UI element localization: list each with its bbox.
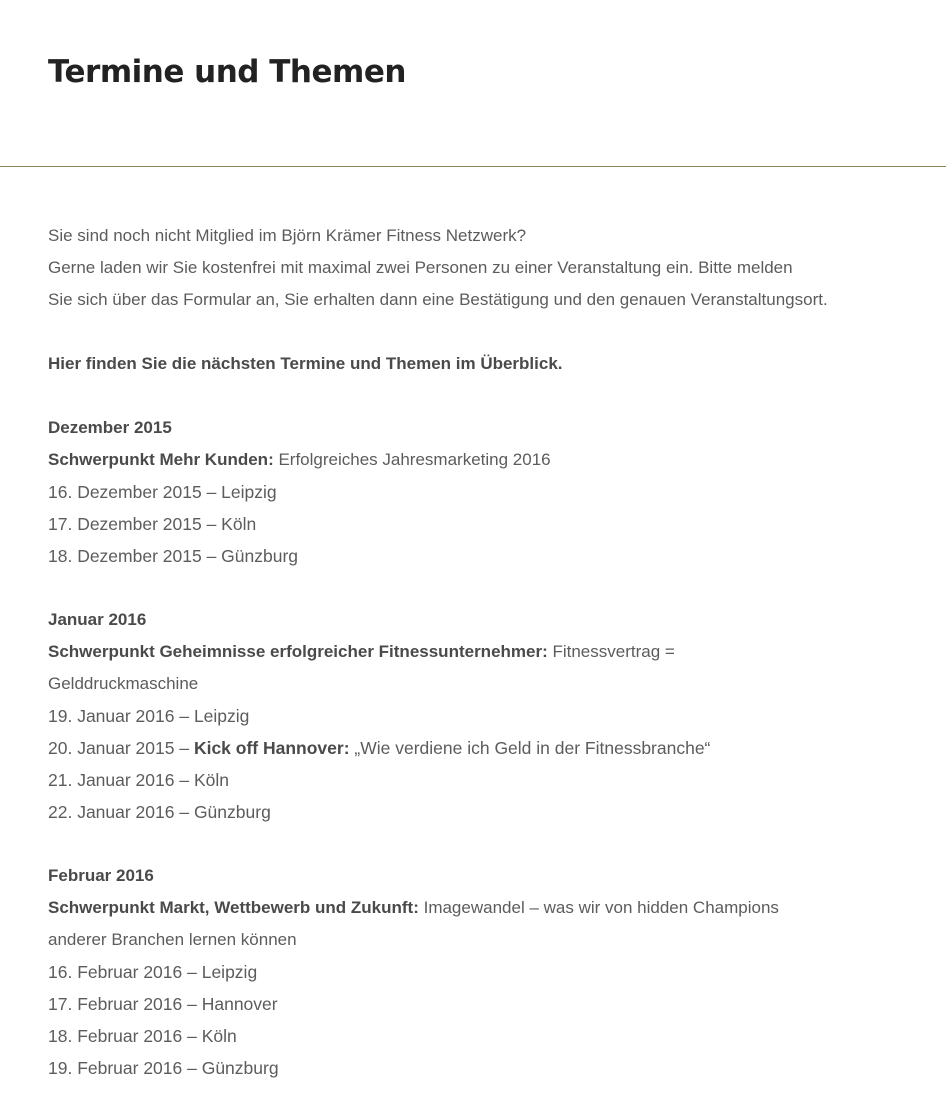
page-title: Termine und Themen [48,54,406,90]
overview-heading: Hier finden Sie die nächsten Termine und Themen im Überblick. [48,354,563,373]
focus-text-continued: Gelddruckmaschine [48,674,199,693]
focus-line [48,892,928,924]
event-section-februar-2016 [48,860,928,1084]
event-section-dezember-2015 [48,412,928,572]
event-date: 17. Februar 2016 – Hannover [48,994,278,1014]
event-date: 21. Januar 2016 – Köln [48,770,229,790]
focus-line [48,444,928,476]
article-body [48,220,928,1084]
spacer [48,572,928,604]
kick-off-label: Kick off Hannover: [193,738,350,758]
event-date: 18. Februar 2016 – Köln [48,1026,237,1046]
event-date: 19. Februar 2016 – Günzburg [48,1058,279,1078]
intro-line: Sie sind noch nicht Mitglied im Björn Krämer Fitness Netzwerk? [48,226,527,245]
event-date: 17. Dezember 2015 – Köln [48,514,257,534]
focus-label: Schwerpunkt Geheimnisse erfolgreicher Fitnessunternehmer: [48,642,548,661]
intro-line: Gerne laden wir Sie kostenfrei mit maximal zwei Personen zu einer Veranstaltung ein. Bitte melden [48,258,793,277]
focus-label: Schwerpunkt Mehr Kunden: [48,450,274,469]
spacer [48,380,928,412]
focus-text: Erfolgreiches Jahresmarketing 2016 [273,450,551,469]
spacer [48,828,928,860]
intro-line: Sie sich über das Formular an, Sie erhalten dann eine Bestätigung und den genauen Veranstaltungsort. [48,290,828,309]
focus-text: Fitnessvertrag = [547,642,675,661]
event-date: 16. Dezember 2015 – Leipzig [48,482,277,502]
month-heading: Januar 2016 [48,610,147,629]
month-heading: Februar 2016 [48,866,154,885]
event-date: 16. Februar 2016 – Leipzig [48,962,258,982]
focus-text: Imagewandel – was wir von hidden Champions [418,898,779,917]
focus-line [48,636,928,668]
event-date-kick-off [48,732,928,764]
header-divider [0,166,946,167]
month-heading: Dezember 2015 [48,418,172,437]
event-date-prefix: 20. Januar 2015 – [48,738,194,758]
focus-label: Schwerpunkt Markt, Wettbewerb und Zukunft: [48,898,419,917]
event-section-januar-2016 [48,604,928,828]
focus-text-continued: anderer Branchen lernen können [48,930,297,949]
kick-off-title: „Wie verdiene ich Geld in der Fitnessbranche“ [349,738,711,758]
event-date: 22. Januar 2016 – Günzburg [48,802,271,822]
event-date: 18. Dezember 2015 – Günzburg [48,546,299,566]
event-date: 19. Januar 2016 – Leipzig [48,706,250,726]
spacer [48,316,928,348]
